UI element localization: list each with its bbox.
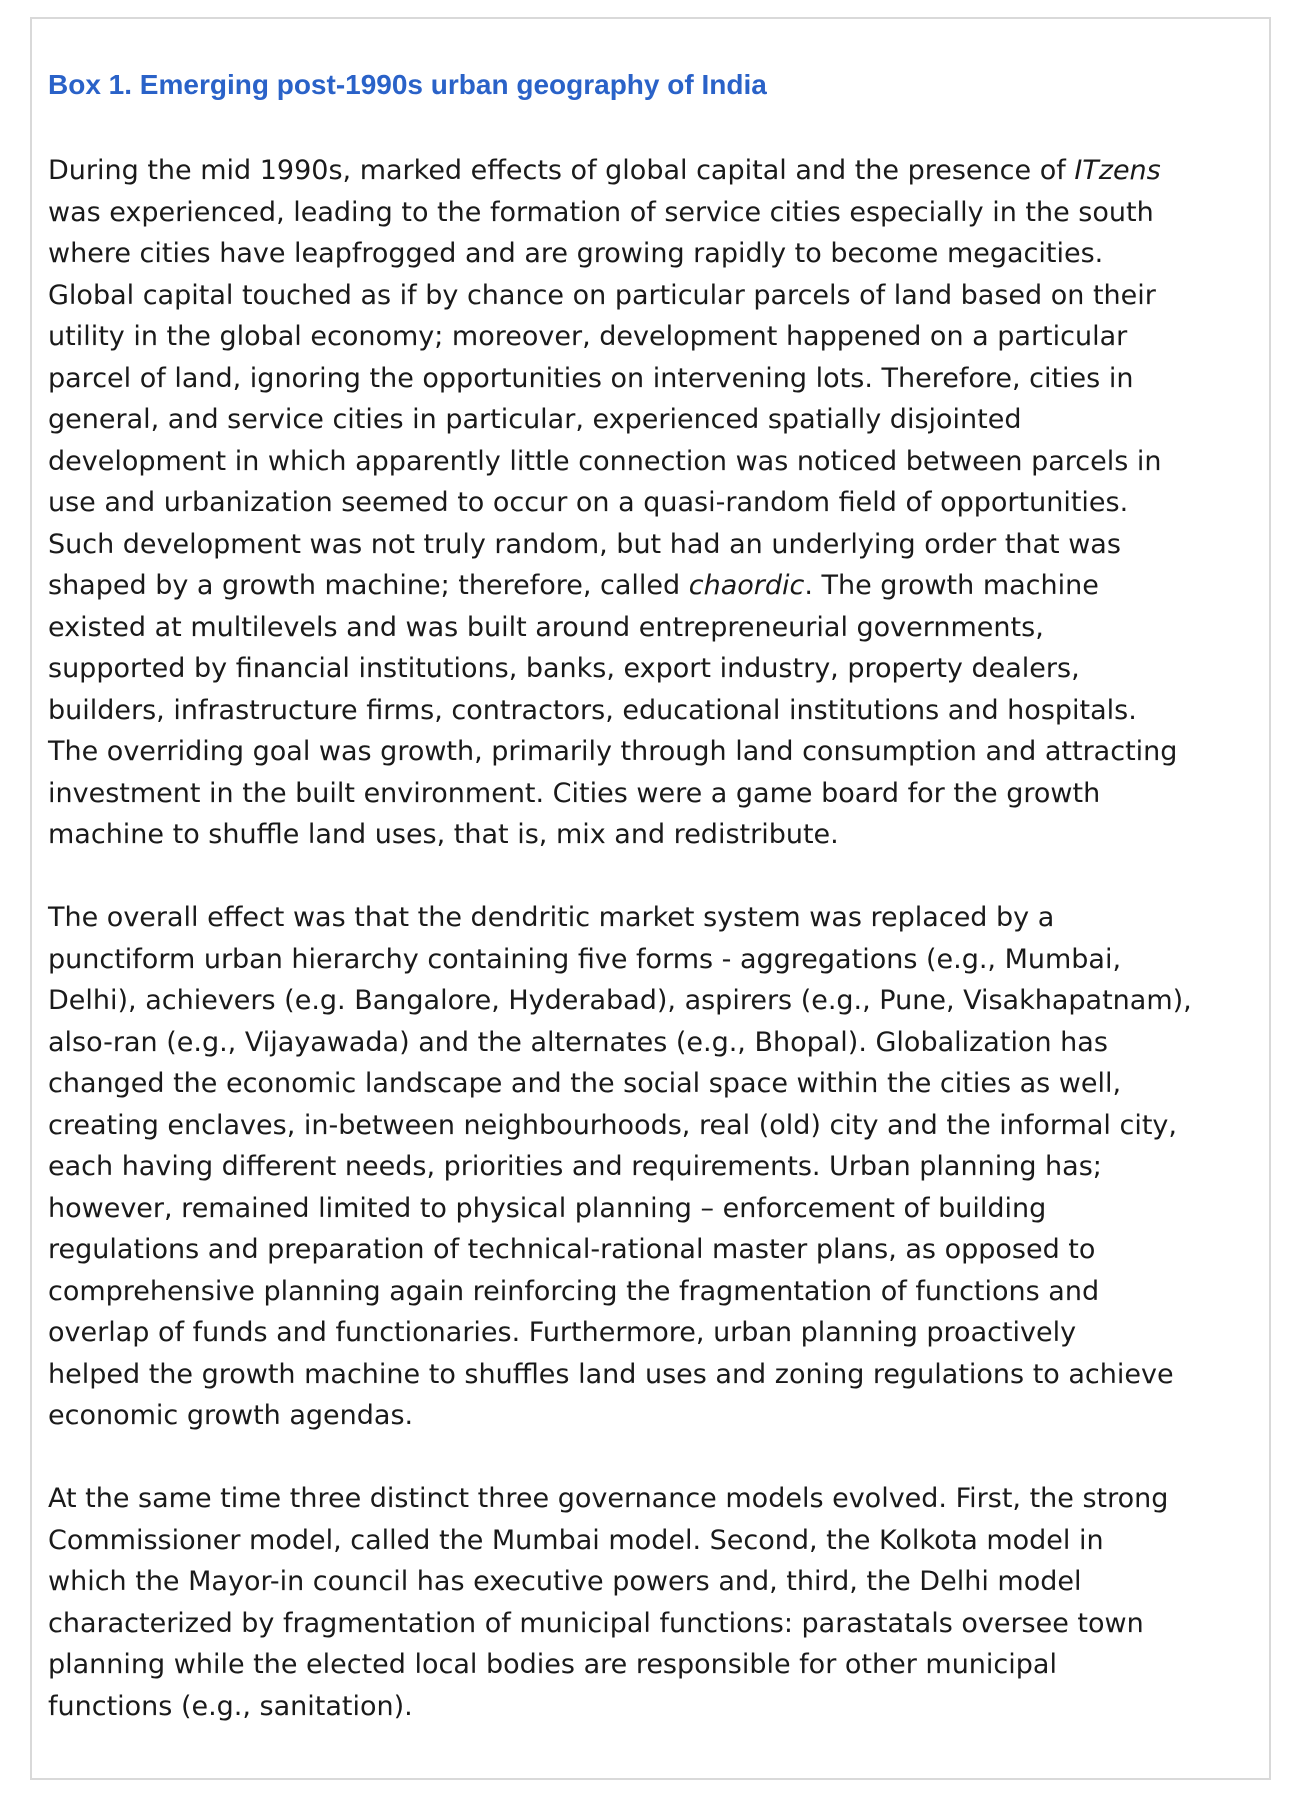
text-run: The overriding goal was growth, primarily through land consumption and attracting: [48, 736, 1178, 767]
text-line: [48, 897, 1264, 939]
text-line: [48, 192, 1264, 234]
box-body: [48, 150, 1264, 1727]
text-run: use and urbanization seemed to occur on a quasi-random field of opportunities.: [48, 487, 1129, 518]
text-run: existed at multilevels and was built around entrepreneurial governments,: [48, 611, 1044, 643]
text-line: [48, 1520, 1264, 1562]
text-line: [48, 814, 1264, 856]
text-run: . The growth machine: [804, 570, 1099, 601]
text-run: utility in the global economy; moreover, development happened on a particular: [48, 321, 1128, 352]
text-line: [48, 1561, 1264, 1603]
italic-term: chaordic: [688, 570, 805, 601]
text-line: [48, 1105, 1264, 1147]
text-run: each having different needs, priorities and requirements. Urban planning has;: [48, 1151, 1102, 1182]
text-line: [48, 316, 1264, 358]
paragraph-spacer: [48, 856, 1264, 898]
text-line: [48, 648, 1264, 690]
text-run: economic growth agendas.: [48, 1400, 414, 1431]
text-line: [48, 1022, 1264, 1064]
text-run: was experienced, leading to the formation of service cities especially in the south: [48, 196, 1154, 228]
text-run: regulations and preparation of technical-rational master plans, as opposed to: [48, 1234, 1096, 1265]
text-run: creating enclaves, in-between neighbourhoods, real (old) city and the informal city,: [48, 1109, 1177, 1141]
text-line: [48, 939, 1264, 981]
text-run: overlap of funds and functionaries. Furthermore, urban planning proactively: [48, 1317, 1077, 1348]
text-line: [48, 565, 1264, 607]
text-run: Delhi), achievers (e.g. Bangalore, Hyderabad), aspirers (e.g., Pune, Visakhapatnam),: [48, 985, 1192, 1016]
text-line: [48, 690, 1264, 732]
text-line: [48, 980, 1264, 1022]
text-run: which the Mayor-in council has executive powers and, third, the Delhi model: [48, 1566, 1082, 1597]
text-line: [48, 1395, 1264, 1437]
text-line: [48, 607, 1264, 649]
text-run: functions (e.g., sanitation).: [48, 1690, 413, 1722]
text-line: [48, 233, 1264, 275]
text-run: During the mid 1990s, marked effects of global capital and the presence of: [48, 155, 1075, 186]
text-line: [48, 482, 1264, 524]
italic-term: ITzens: [1074, 155, 1161, 186]
text-run: general, and service cities in particular, experienced spatially disjointed: [48, 404, 1022, 435]
text-line: [48, 150, 1264, 192]
text-line: [48, 1312, 1264, 1354]
text-line: [48, 1271, 1264, 1313]
text-run: parcel of land, ignoring the opportunities on intervening lots. Therefore, cities in: [48, 362, 1134, 394]
text-run: development in which apparently little connection was noticed between parcels in: [48, 445, 1162, 477]
text-run: however, remained limited to physical planning – enforcement of building: [48, 1192, 1047, 1224]
info-box: [30, 17, 1271, 1780]
text-line: [48, 731, 1264, 773]
text-line: [48, 1146, 1264, 1188]
text-run: builders, infrastructure firms, contractors, educational institutions and hospitals.: [48, 694, 1137, 726]
text-line: [48, 441, 1264, 483]
box-title: Box 1. Emerging post-1990s urban geography of India: [48, 69, 767, 100]
text-line: [48, 1686, 1264, 1728]
text-run: The overall effect was that the dendritic market system was replaced by a: [48, 902, 1055, 933]
text-run: machine to shuffle land uses, that is, mix and redistribute.: [48, 819, 839, 850]
text-run: shaped by a growth machine; therefore, called: [48, 570, 689, 601]
text-run: supported by financial institutions, banks, export industry, property dealers,: [48, 653, 1080, 684]
text-line: [48, 1188, 1264, 1230]
text-run: Global capital touched as if by chance on particular parcels of land based on their: [48, 279, 1156, 311]
text-line: [48, 275, 1264, 317]
text-run: changed the economic landscape and the social space within the cities as well,: [48, 1068, 1122, 1099]
text-run: characterized by fragmentation of municipal functions: parastatals oversee town: [48, 1607, 1144, 1639]
text-line: [48, 1354, 1264, 1396]
text-run: also-ran (e.g., Vijayawada) and the alternates (e.g., Bhopal). Globalization has: [48, 1026, 1108, 1058]
text-run: Commissioner model, called the Mumbai model. Second, the Kolkota model in: [48, 1524, 1104, 1556]
text-line: [48, 1229, 1264, 1271]
text-run: where cities have leapfrogged and are growing rapidly to become megacities.: [48, 238, 1104, 269]
text-run: helped the growth machine to shuffles land uses and zoning regulations to achieve: [48, 1358, 1174, 1390]
paragraph-spacer: [48, 1437, 1264, 1479]
text-line: [48, 399, 1264, 441]
text-run: comprehensive planning again reinforcing the fragmentation of functions and: [48, 1275, 1100, 1307]
text-line: [48, 1063, 1264, 1105]
text-run: At the same time three distinct three governance models evolved. First, the strong: [48, 1483, 1169, 1514]
text-run: planning while the elected local bodies are responsible for other municipal: [48, 1649, 1057, 1680]
text-line: [48, 1603, 1264, 1645]
text-line: [48, 773, 1264, 815]
paragraph-1: [48, 150, 1264, 856]
paragraph-2: [48, 897, 1264, 1437]
text-line: [48, 358, 1264, 400]
text-run: punctiform urban hierarchy containing five forms - aggregations (e.g., Mumbai,: [48, 943, 1122, 975]
text-line: [48, 1478, 1264, 1520]
text-run: Such development was not truly random, but had an underlying order that was: [48, 528, 1121, 560]
text-run: investment in the built environment. Cities were a game board for the growth: [48, 777, 1101, 809]
text-line: [48, 524, 1264, 566]
text-line: [48, 1644, 1264, 1686]
paragraph-3: [48, 1478, 1264, 1727]
